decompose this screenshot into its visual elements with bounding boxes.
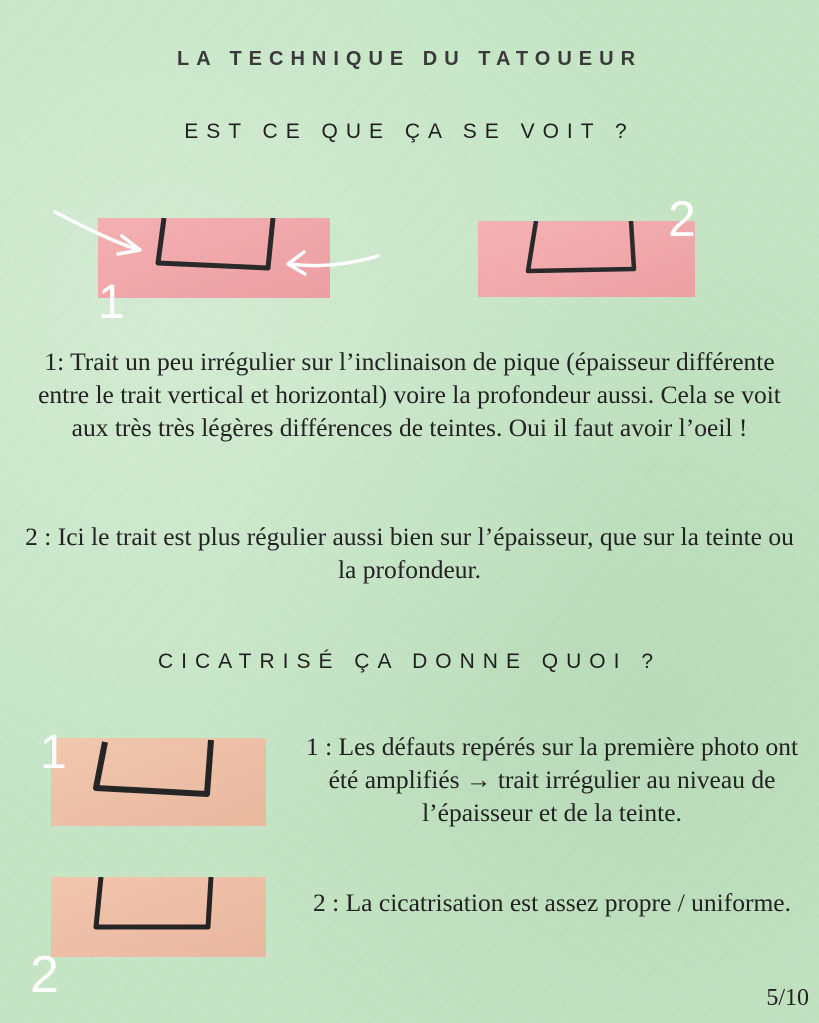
section-heading-fresh: EST CE QUE ÇA SE VOIT ? bbox=[184, 120, 635, 143]
healed-label-2: 2 bbox=[30, 946, 59, 1004]
healed-label-1: 1 bbox=[40, 726, 67, 779]
explanation-paragraph-1: 1: Trait un peu irrégulier sur l’inclinaison de pique (épaisseur différente entre le trait vertical et horizontal) voire la profondeur aussi. Cela se voit aux très très légères différences de teintes. Oui il faut avoir l’oeil ! bbox=[38, 347, 781, 442]
healed-tattoo-photo-1 bbox=[51, 738, 266, 826]
section-heading-healed: CICATRISÉ ÇA DONNE QUOI ? bbox=[158, 650, 661, 673]
healed-tattoo-photo-2 bbox=[51, 877, 266, 957]
fresh-tattoo-photo-2 bbox=[478, 221, 695, 297]
healed-explanation-2: 2 : La cicatrisation est assez propre / uniforme. bbox=[313, 888, 791, 917]
explanation-paragraph-2: 2 : Ici le trait est plus régulier aussi bien sur l’épaisseur, que sur la teinte ou la profondeur. bbox=[25, 522, 794, 584]
healed-explanation-1: 1 : Les défauts repérés sur la première photo ont été amplifiés → trait irrégulier au niveau de l’épaisseur et de la teinte. bbox=[305, 732, 799, 827]
photo-label-2: 2 bbox=[668, 191, 696, 247]
fresh-tattoo-photo-1 bbox=[98, 218, 330, 298]
page-number: 5/10 bbox=[766, 985, 809, 1011]
page-title: LA TECHNIQUE DU TATOUEUR bbox=[176, 48, 643, 70]
photo-label-1: 1 bbox=[98, 276, 125, 329]
